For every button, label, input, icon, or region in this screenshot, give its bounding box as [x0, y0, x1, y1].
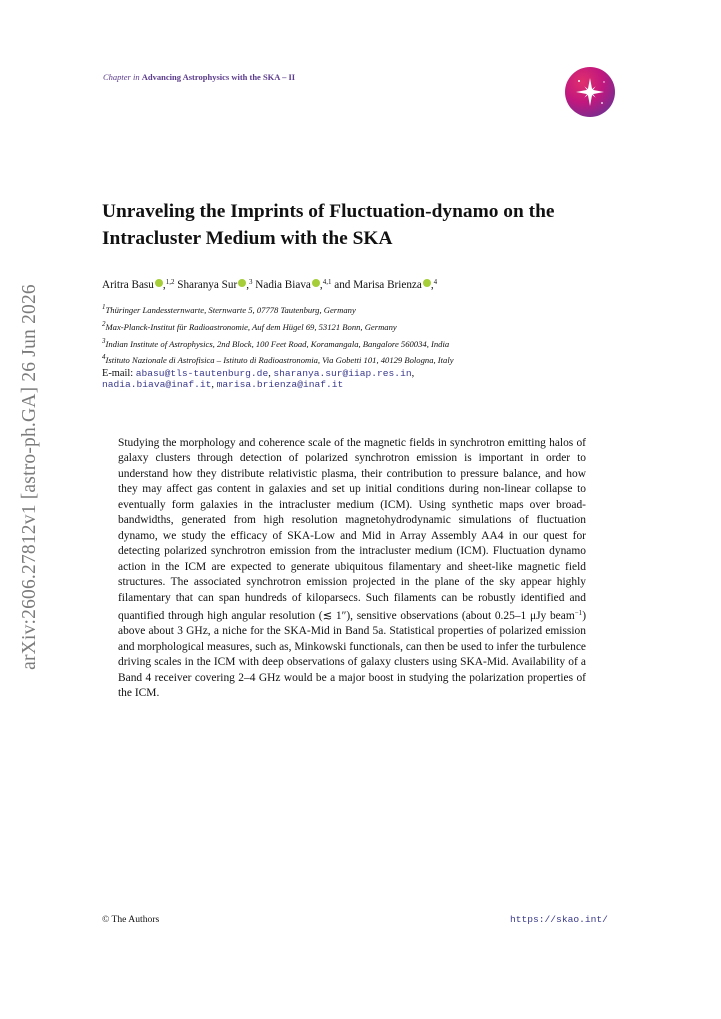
email-link-basu[interactable]: abasu@tls-tautenburg.de	[135, 368, 269, 379]
affiliation-1: $^1$Thüringer Landessternwarte, Sternwarte 5, 07778 Tautenburg, Germany	[102, 303, 356, 315]
skao-link[interactable]: https://skao.int/	[510, 914, 608, 925]
affiliation-4: $^4$Istituto Nazionale di Astrofisica – Istituto di Radioastronomia, Via Gobetti 101, 40129 Bologna, Italy	[102, 353, 454, 365]
affiliation-3: $^3$Indian Institute of Astrophysics, 2nd Block, 100 Feet Road, Koramangala, Bangalore 560034, India	[102, 337, 450, 349]
abstract-text: Studying the morphology and coherence scale of the magnetic fields in synchrotron emitting halos of galaxy clusters through detection of polarized synchrotron emission is important in order to understand how they distribute relativistic plasma, their contribution to pressure balance, and how they may affect gas content in galaxies and set up initial conditions during non-linear collapse to eventually form galaxies in the intracluster medium (ICM). Using synthetic maps over broad-bandwidths, generated from high resolution magnetohydrodynamic simulations of fluctuation dynamo, we study the efficacy of SKA-Low and Mid in Array Assembly AA4 in our quest for detecting polarized synchrotron emission from the intracluster medium (ICM). Fluctuation dynamo action in the ICM are expected to generate ubiquitous filamentary and sheet-like magnetic field structures. The associated synchrotron emission projected in the plane of the sky appear highly filamentary that can span hundreds of kiloparsecs. Such filaments can be robustly identified and quantified through high angular resolution (≲ 1″), sensitive observations (about 0.25–1 μJy beam$^{-1}$) above about 3 GHz, a niche for the SKA-Mid in Band 5a. Statistical properties of polarized emission and morphological measures, such as, Minkowski functionals, can then be used to infer the turbulence driving scales in the ICM with deep observations of galaxy clusters using SKA-Mid. Availability of a Band 4 receiver covering 2–4 GHz would be a major boost in studying the polarization properties of the ICM.	[118, 437, 586, 700]
orcid-icon[interactable]	[312, 279, 320, 287]
author-list: Aritra Basu ,$^{1,2}$ Sharanya Sur ,$^3$ Nadia Biava ,$^{4,1}$ and Marisa Brienza ,$^4$	[102, 278, 438, 291]
arxiv-identifier: arXiv:2606.27812v1 [astro-ph.GA] 26 Jun 2026	[19, 284, 41, 670]
author-name: Marisa Brienza	[353, 279, 422, 291]
author-name: Aritra Basu	[102, 279, 154, 291]
author-name: Sharanya Sur	[177, 279, 238, 291]
chapter-prefix: Chapter in	[103, 72, 140, 82]
email-link-brienza[interactable]: marisa.brienza@inaf.it	[216, 379, 344, 390]
ska-star-logo-icon	[564, 66, 616, 118]
email-label: E-mail:	[102, 368, 134, 379]
author-affiliation-marker: 1,2	[165, 278, 175, 286]
book-title: Advancing Astrophysics with the SKA – II	[141, 72, 296, 82]
email-link-sur[interactable]: sharanya.sur@iiap.res.in	[273, 368, 412, 379]
affiliation-2: $^2$Max-Planck-Institut für Radioastronomie, Auf dem Hügel 69, 53121 Bonn, Germany	[102, 320, 397, 332]
author-affiliation-marker: 3	[249, 278, 253, 286]
author-name: Nadia Biava	[255, 279, 311, 291]
email-link-biava[interactable]: nadia.biava@inaf.it	[102, 379, 212, 390]
author-affiliation-marker: 4,1	[322, 278, 332, 286]
author-affiliation-marker: 4	[433, 278, 438, 286]
orcid-icon[interactable]	[423, 279, 431, 287]
copyright-notice: © The Authors	[102, 914, 160, 925]
orcid-icon[interactable]	[238, 279, 246, 287]
orcid-icon[interactable]	[155, 279, 163, 287]
email-block: E-mail: abasu@tls-tautenburg.de, sharanya.sur@iiap.res.in, nadia.biava@inaf.it, marisa.brienza@inaf.it	[102, 368, 415, 390]
chapter-header	[103, 72, 295, 82]
paper-title: Unraveling the Imprints of Fluctuation-dynamo on the Intracluster Medium with the SKA	[102, 201, 555, 249]
